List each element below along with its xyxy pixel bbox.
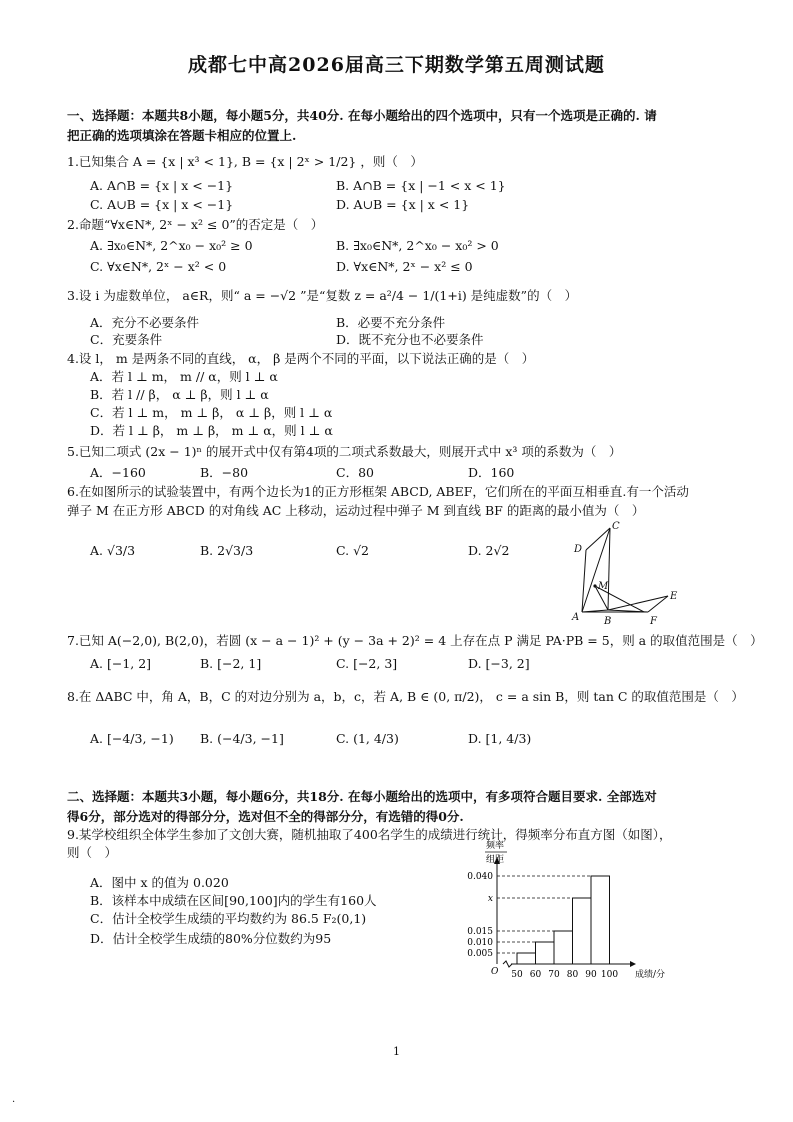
question-6-stem-line1: 6.在如图所示的试验装置中，有两个边长为1的正方形框架 ABCD, ABEF，它们所在的平面互相垂直.有一个活动	[67, 484, 689, 499]
section2-heading	[67, 787, 727, 827]
page-number: 1	[393, 1045, 400, 1058]
axis-break	[503, 961, 512, 967]
frequency-histogram	[455, 840, 695, 990]
y-label-bottom: 组距	[485, 855, 505, 865]
x-axis-arrow	[630, 961, 636, 967]
q4-option-a: A．若 l ⊥ m， m // α，则 l ⊥ α	[90, 369, 278, 384]
section1-heading	[67, 106, 727, 146]
q7-option-c: C. [−2, 3]	[336, 656, 398, 671]
q1-option-c: C. A∪B = {x | x < −1}	[90, 197, 234, 212]
question-9-stem-line2: 则（ ）	[67, 845, 118, 860]
q2-option-a: A. ∃x₀∈N*, 2^x₀ − x₀² ≥ 0	[90, 238, 253, 253]
question-7-options-row	[90, 655, 730, 673]
q9-option-d: D．估计全校学生成绩的80%分位数约为95	[90, 931, 332, 946]
section1-line1: 一、选择题：本题共8小题，每小题5分，共40分. 在每小题给出的四个选项中，只有一个选项是正确的. 请	[67, 108, 657, 123]
y-label-top: 频率	[485, 841, 505, 851]
origin-label: O	[491, 967, 499, 977]
section1-line2: 把正确的选项填涂在答题卡相应的位置上.	[67, 128, 297, 143]
question-1-options-row1	[90, 177, 730, 195]
x-tick-50: 50	[511, 970, 523, 980]
x-tick-80: 80	[566, 970, 579, 980]
q3-option-c: C．充要条件	[90, 332, 163, 347]
x-tick-60: 60	[529, 970, 542, 980]
q3-option-b: B．必要不充分条件	[336, 315, 446, 330]
question-6-stem-line2: 弹子 M 在正方形 ABCD 的对角线 AC 上移动，运动过程中弹子 M 到直线 BF 的距离的最小值为（ ）	[67, 503, 645, 518]
vertex-label-f: F	[650, 616, 657, 625]
question-8-options-row	[90, 730, 730, 748]
q5-option-d: D．160	[468, 465, 515, 480]
q6-option-b: B. 2√3/3	[200, 543, 254, 558]
q2-option-d: D. ∀x∈N*, 2ˣ − x² ≤ 0	[336, 259, 473, 274]
point-m	[593, 584, 596, 587]
question-2-options-row2	[90, 258, 730, 276]
q8-option-c: C. (1, 4/3)	[336, 731, 399, 746]
question-3-stem: 3.设 i 为虚数单位， a∈R，则“ a = −√2 ”是“复数 z = a²/4 − 1/(1+i) 是纯虚数”的（ ）	[67, 288, 578, 303]
vertex-label-b: B	[604, 616, 612, 625]
histogram-bar-50-60	[517, 953, 536, 964]
y-tick-0: 0.005	[467, 949, 493, 959]
vertex-label-e: E	[670, 591, 678, 602]
x-tick-100: 100	[600, 970, 619, 980]
question-1-options-row2	[90, 196, 730, 214]
question-3-options-row2	[90, 331, 730, 349]
y-tick-3: x	[487, 894, 493, 904]
section2-line1: 二、选择题：本题共3小题，每小题6分，共18分. 在每小题给出的选项中，有多项符合题目要求. 全部选对	[67, 789, 657, 804]
histogram-bar-70-80	[554, 931, 573, 964]
question-1-stem: 1.已知集合 A = {x | x³ < 1}, B = {x | 2ˣ > 1/2} ，则（ ）	[67, 154, 423, 169]
q3-option-d: D．既不充分也不必要条件	[336, 332, 484, 347]
q5-option-c: C．80	[336, 465, 374, 480]
q1-option-a: A. A∩B = {x | x < −1}	[90, 178, 234, 193]
q6-option-a: A. √3/3	[90, 543, 136, 558]
page-title: 成都七中高2026届高三下期数学第五周测试题	[188, 54, 605, 76]
histogram-bar-80-90	[573, 898, 592, 964]
q7-option-d: D. [−3, 2]	[468, 656, 530, 671]
question-5-stem: 5.已知二项式 (2x − 1)ⁿ 的展开式中仅有第4项的二项式系数最大，则展开式中 x³ 项的系数为（ ）	[67, 444, 622, 459]
q4-option-d: D．若 l ⊥ β， m ⊥ β， m ⊥ α，则 l ⊥ α	[90, 423, 333, 438]
histogram-bar-90-100	[591, 876, 610, 964]
q2-option-c: C. ∀x∈N*, 2ˣ − x² < 0	[90, 259, 227, 274]
q8-option-b: B. (−4/3, −1]	[200, 731, 284, 746]
question-2-stem: 2.命题“∀x∈N*, 2ˣ − x² ≤ 0”的否定是（ ）	[67, 217, 324, 232]
y-tick-4: 0.040	[467, 872, 493, 882]
q6-option-c: C. √2	[336, 543, 369, 558]
question-9-stem-line1: 9.某学校组织全体学生参加了文创大赛，随机抽取了400名学生的成绩进行统计，得频率分布直方图（如图），	[67, 827, 672, 842]
question-3-options-row1	[90, 314, 730, 332]
q3-option-a: A．充分不必要条件	[90, 315, 200, 330]
vertex-label-a: A	[572, 612, 580, 623]
q5-option-a: A．−160	[90, 465, 146, 480]
q8-option-d: D. [1, 4/3)	[468, 731, 532, 746]
y-tick-2: 0.015	[467, 927, 493, 937]
x-axis-label: 成绩/分	[635, 970, 666, 980]
q6-option-d: D. 2√2	[468, 543, 510, 558]
question-5-options-row	[90, 464, 730, 482]
q8-option-a: A. [−4/3, −1)	[90, 731, 174, 746]
question-4-stem: 4.设 l， m 是两条不同的直线， α， β 是两个不同的平面，以下说法正确的是（ ）	[67, 351, 535, 366]
q4-option-c: C．若 l ⊥ m， m ⊥ β， α ⊥ β，则 l ⊥ α	[90, 405, 333, 420]
corner-mark: .	[12, 1094, 16, 1105]
q4-option-b: B．若 l // β， α ⊥ β，则 l ⊥ α	[90, 387, 269, 402]
vertex-label-c: C	[612, 521, 620, 532]
q9-option-c: C．估计全校学生成绩的平均数约为 86.5 F₂(0,1)	[90, 911, 367, 926]
q1-option-b: B. A∩B = {x | −1 < x < 1}	[336, 178, 506, 193]
question-7-stem: 7.已知 A(−2,0), B(2,0)，若圆 (x − a − 1)² + (y − 3a + 2)² = 4 上存在点 P 满足 PA·PB = 5，则 a 的取值范围是（ ）	[67, 633, 763, 648]
question-2-options-row1	[90, 237, 730, 255]
q1-option-d: D. A∪B = {x | x < 1}	[336, 197, 470, 212]
question-8-stem: 8.在 ΔABC 中，角 A，B，C 的对边分别为 a，b，c，若 A, B ∈ (0, π/2)， c = a sin B，则 tan C 的取值范围是（ ）	[67, 689, 744, 704]
y-tick-1: 0.010	[467, 938, 493, 948]
q2-option-b: B. ∃x₀∈N*, 2^x₀ − x₀² > 0	[336, 238, 499, 253]
histogram-bar-60-70	[536, 942, 555, 964]
x-tick-90: 90	[585, 970, 597, 980]
q9-option-a: A．图中 x 的值为 0.020	[90, 875, 229, 890]
vertex-label-m: M	[598, 581, 609, 592]
vertex-label-d: D	[574, 544, 583, 555]
q5-option-b: B．−80	[200, 465, 249, 480]
edge-bc	[608, 528, 610, 610]
q9-option-b: B．该样本中成绩在区间[90,100]内的学生有160人	[90, 893, 377, 908]
q7-option-a: A. [−1, 2]	[90, 656, 152, 671]
x-tick-70: 70	[548, 970, 560, 980]
section2-line2: 得6分，部分选对的得部分分，选对但不全的得部分分，有选错的得0分.	[67, 809, 464, 824]
q7-option-b: B. [−2, 1]	[200, 656, 262, 671]
cube-figure	[568, 520, 688, 625]
